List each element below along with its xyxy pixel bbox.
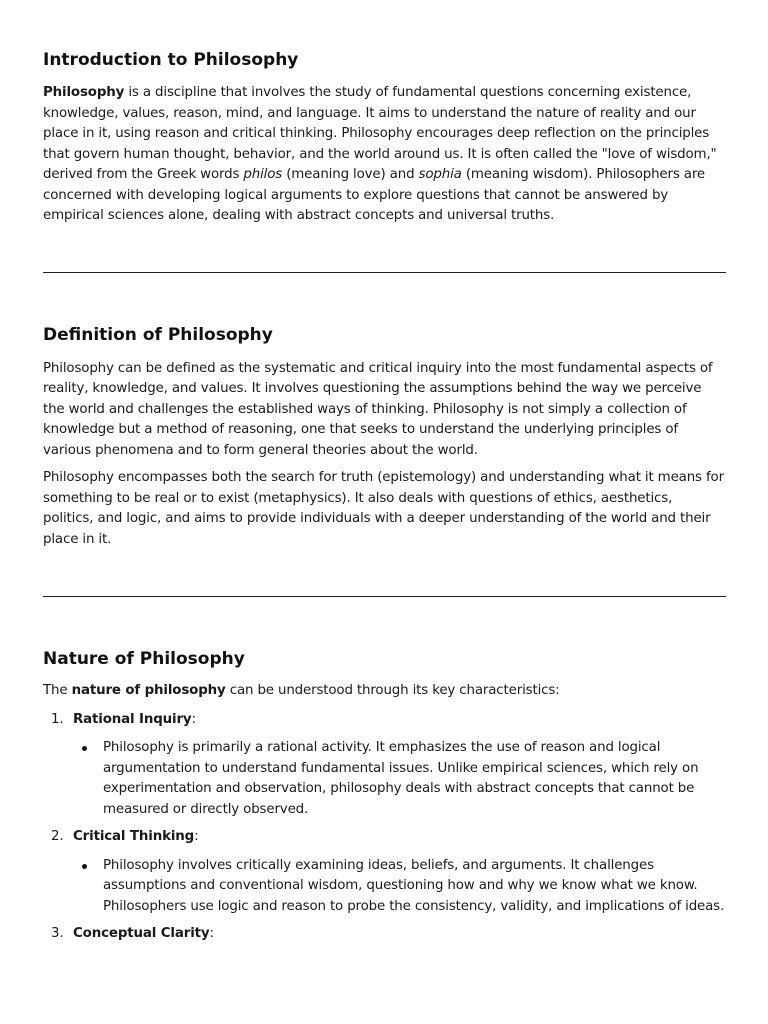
- nature-intro-term: nature of philosophy: [71, 683, 226, 698]
- greek-word-sophia: sophia: [418, 167, 462, 182]
- list-item-number: 2.: [51, 829, 64, 844]
- characteristics-list: [43, 710, 726, 945]
- definition-paragraph-1: Philosophy can be defined as the systematic and critical inquiry into the most fundamental aspects of reality, knowledge, and values. It involves questioning the assumptions behind the way we perceive the world and challenges the established ways of thinking. Philosophy is not simply a collection of knowledge but a method of reasoning, one that seeks to understand the underlying principles of various phenomena and to form general theories about the world.: [43, 360, 713, 458]
- nature-section: [43, 648, 726, 945]
- list-item: [43, 924, 726, 945]
- intro-heading: Introduction to Philosophy: [43, 50, 299, 70]
- list-item-title: Rational Inquiry: [73, 711, 192, 727]
- list-item-colon: :: [194, 829, 199, 844]
- bullet-item: Philosophy is primarily a rational activity. It emphasizes the use of reason and logical argumentation to understand fundamental issues. Unlike empirical sciences, which rely on experimentation and observation, philosophy deals with abstract concepts that cannot be measured or directly observed.: [73, 738, 726, 820]
- greek-word-philos: philos: [243, 167, 283, 182]
- intro-term: Philosophy: [43, 85, 125, 100]
- list-item-title: Conceptual Clarity: [73, 926, 210, 941]
- list-item-number: 3.: [51, 926, 64, 941]
- list-item-colon: :: [191, 711, 196, 727]
- list-item: [43, 827, 726, 917]
- intro-text-2: (meaning love) and: [282, 167, 419, 182]
- nature-heading: Nature of Philosophy: [43, 649, 245, 669]
- section-divider: [43, 272, 726, 273]
- bullet-item: Philosophy involves critically examining ideas, beliefs, and arguments. It challenges assumptions and conventional wisdom, questioning how and why we know what we know. Philosophers use logic and reason to probe the consistency, validity, and implications of ideas.: [73, 856, 726, 918]
- definition-paragraph-2: Philosophy encompasses both the search for truth (epistemology) and understanding what it means for something to be real or to exist (metaphysics). It also deals with questions of ethics, aesthetics, politics, and logic, and aims to provide individuals with a deeper understanding of the world and their place in it.: [43, 470, 724, 547]
- intro-text-1: is a discipline that involves the study of fundamental questions concerning existence, knowledge, values, reason, mind, and language. It aims to understand the nature of reality and our place in it, using reason and critical thinking. Philosophy encourages deep reflection on the principles that govern human thought, behavior, and the world around us. It is often called the "love of wisdom," derived from the Greek words: [43, 85, 717, 182]
- intro-section: [43, 0, 726, 227]
- list-item-title: Critical Thinking: [73, 829, 195, 844]
- section-divider: [43, 596, 726, 597]
- definition-heading: Definition of Philosophy: [43, 324, 273, 345]
- nature-intro: [43, 681, 726, 702]
- list-item-colon: :: [209, 926, 214, 941]
- intro-paragraph: [43, 83, 726, 227]
- definition-section: [43, 324, 726, 551]
- nature-intro-post: can be understood through its key characteristics:: [225, 683, 560, 698]
- list-item: [43, 710, 726, 821]
- bullet-list: [73, 856, 726, 918]
- nature-intro-pre: The: [43, 683, 72, 698]
- bullet-list: [73, 738, 726, 820]
- list-item-number: 1.: [51, 711, 64, 727]
- intro-text-3: (meaning wisdom). Philosophers are concerned with developing logical arguments to explore questions that cannot be answered by empirical sciences alone, dealing with abstract concepts and universal truths.: [43, 167, 706, 223]
